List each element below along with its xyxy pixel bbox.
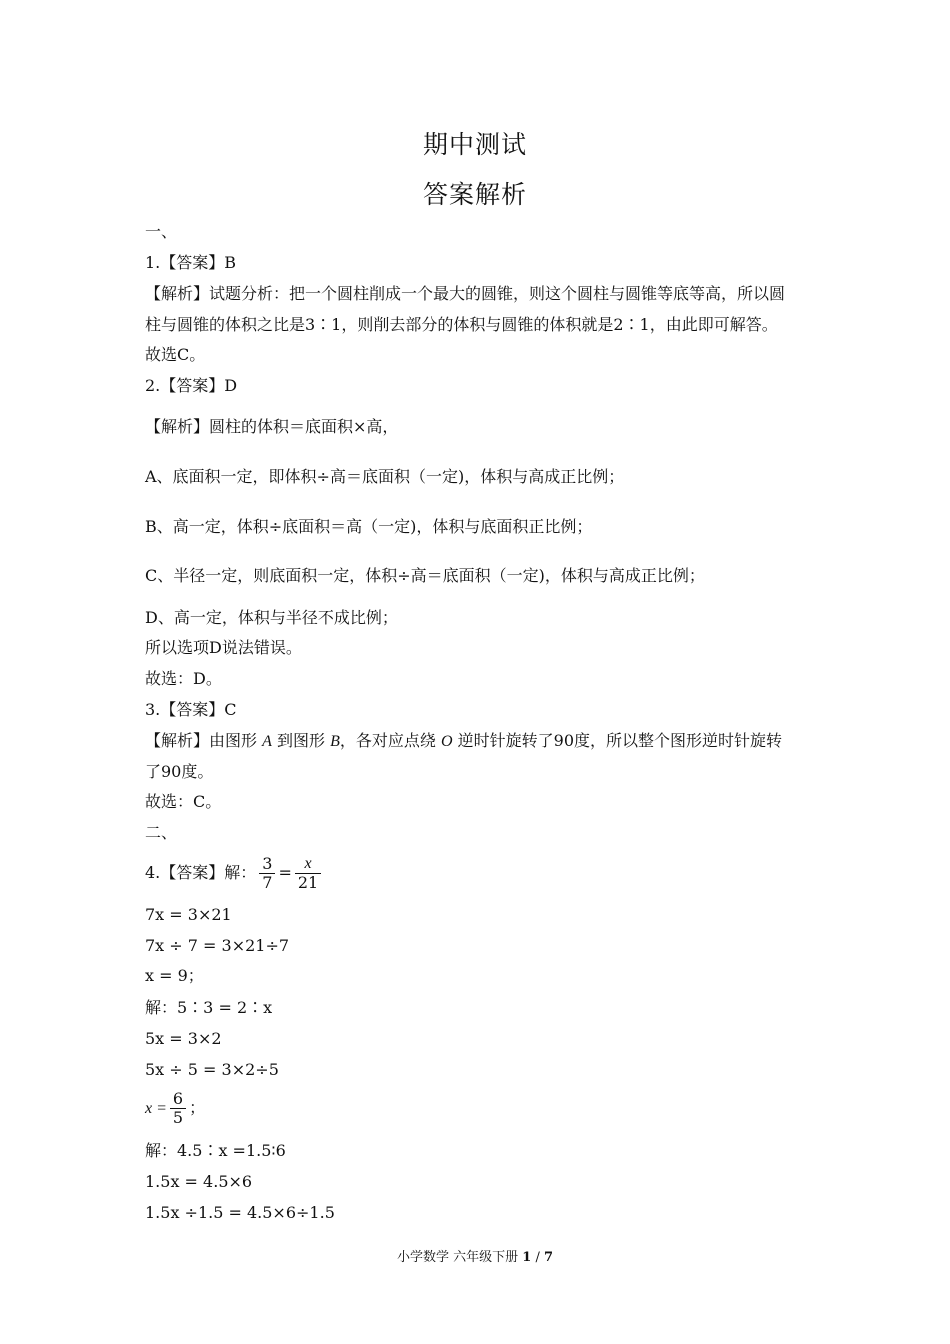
footer-text: 小学数学 六年级下册 — [396, 1250, 519, 1265]
q3-text-mid2: ，各对应点绕 — [339, 731, 436, 750]
q4-s7-den: 5 — [172, 1108, 184, 1127]
q2-analysis: 【解析】圆柱的体积＝底面积×高， — [145, 417, 399, 436]
q2-conclusion: 故选：D。 — [145, 669, 222, 688]
footer-page-number: 1 — [522, 1250, 532, 1265]
q2-option-a: A、底面积一定，即体积÷高＝底面积（一定)，体积与高成正比例； — [145, 467, 625, 486]
q2-option-c: C、半径一定，则底面积一定，体积÷高＝底面积（一定)，体积与高成正比例； — [145, 566, 705, 585]
q4-step-10: 1.5x ÷1.5 = 4.5×6÷1.5 — [145, 1203, 335, 1222]
section-heading-2: 二、 — [145, 823, 178, 842]
q4-step-7 — [145, 1088, 205, 1129]
q4-step-9: 1.5x = 4.5×6 — [145, 1172, 253, 1191]
q2-answer: 2.【答案】D — [145, 376, 238, 395]
page-subtitle: 答案解析 — [422, 180, 527, 209]
q3-text-post: 逆时针旋转了90度，所以整个图形逆时针旋转 — [457, 731, 783, 750]
q2-option-b: B、高一定，体积÷底面积＝高（一定)，体积与底面积正比例； — [145, 517, 593, 536]
q4-step-5: 5x = 3×2 — [145, 1029, 222, 1048]
q4-s7-num: 6 — [170, 1090, 186, 1109]
q4-frac2-den: 21 — [297, 873, 319, 892]
q1-analysis-line2: 柱与圆锥的体积之比是3∶1，则削去部分的体积与圆锥的体积就是2∶1，由此即可解答。 — [145, 315, 778, 334]
q2-option-d: D、高一定，体积与半径不成比例； — [145, 608, 398, 627]
q4-step-7-fraction — [170, 1090, 186, 1127]
q3-analysis-line1 — [145, 731, 782, 752]
q3-var-b: B — [330, 733, 340, 750]
q3-conclusion: 故选：C。 — [145, 792, 222, 811]
q3-analysis-line2: 了90度。 — [145, 762, 214, 781]
q4-step-6: 5x ÷ 5 = 3×2÷5 — [145, 1060, 279, 1079]
q4-frac2-num: x — [295, 855, 321, 874]
section-heading-1: 一、 — [145, 222, 178, 241]
q2-summary: 所以选项D说法错误。 — [145, 638, 302, 657]
q4-frac1-den: 7 — [262, 873, 273, 892]
page-title: 期中测试 — [422, 130, 527, 159]
q4-frac1-num: 3 — [259, 855, 275, 874]
q4-answer-prefix: 4.【答案】解： — [145, 863, 257, 882]
footer-separator: / — [535, 1250, 540, 1265]
q3-text-mid1: 到图形 — [276, 731, 325, 750]
q3-var-o: O — [440, 733, 453, 750]
q1-answer: 1.【答案】B — [145, 253, 237, 272]
q3-answer: 3.【答案】C — [145, 700, 237, 719]
page-footer — [0, 1246, 950, 1265]
q4-step-8: 解：4.5∶x =1.5∶6 — [145, 1141, 286, 1160]
q3-text-pre: 【解析】由图形 — [145, 731, 258, 750]
q4-fraction-left — [259, 855, 275, 892]
q1-analysis-line1: 【解析】试题分析：把一个圆柱削成一个最大的圆锥，则这个圆柱与圆锥等底等高，所以圆 — [145, 284, 786, 303]
q4-step-4: 解：5∶3 = 2∶x — [145, 998, 273, 1017]
q4-fraction-right — [295, 855, 321, 892]
q4-answer — [145, 853, 324, 893]
q3-var-a: A — [262, 733, 272, 750]
q4-step-2: 7x ÷ 7 = 3×21÷7 — [145, 936, 290, 955]
q4-step-1: 7x = 3×21 — [145, 905, 232, 924]
q4-step-3: x = 9； — [145, 966, 204, 985]
footer-page-total: 7 — [543, 1250, 554, 1265]
q4-eq-sign: = — [278, 863, 292, 882]
q1-conclusion: 故选C。 — [145, 345, 206, 364]
q4-step-7-lhs: x = — [145, 1100, 167, 1117]
q4-step-7-post: ； — [189, 1098, 206, 1117]
